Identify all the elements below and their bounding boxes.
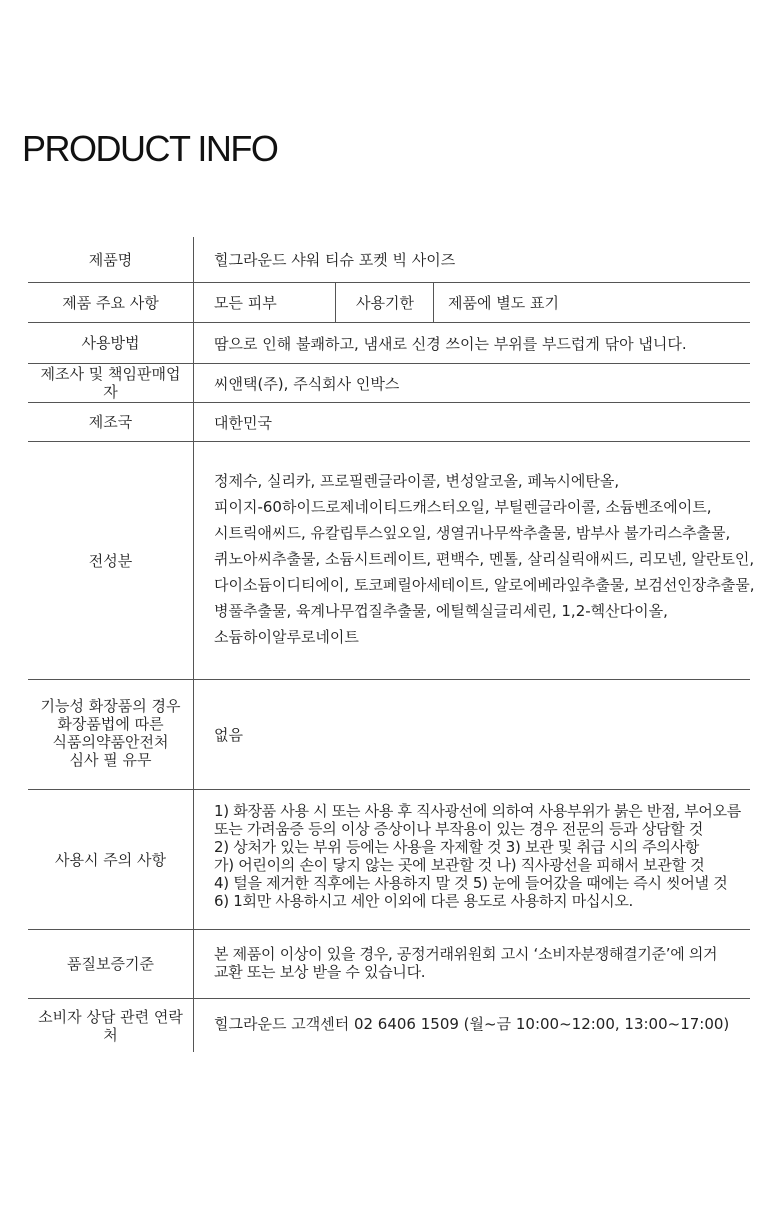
caution-line: 2) 상처가 있는 부위 등에는 사용을 자제할 것 3) 보관 및 취급 시의 주의사항 bbox=[214, 838, 699, 856]
row-product-name bbox=[28, 237, 750, 283]
row-value: 힐그라운드 고객센터 02 6406 1509 (월~금 10:00~12:00, 13:00~17:00) bbox=[214, 1015, 730, 1033]
row-ingredients bbox=[28, 442, 755, 680]
ingredients-line: 다이소듐이디티에이, 토코페릴아세테이트, 알로에베라잎추출물, 보검선인장추출물, bbox=[214, 576, 755, 594]
specs-subcells bbox=[194, 283, 750, 322]
row-country bbox=[28, 403, 750, 442]
row-label: 제품 주요 사항 bbox=[28, 283, 194, 322]
label-line: 식품의약품안전처 bbox=[52, 733, 169, 751]
row-label: 사용방법 bbox=[28, 323, 194, 363]
row-label: 제조사 및 책임판매업자 bbox=[28, 364, 194, 402]
row-label bbox=[28, 680, 194, 789]
row-value: 씨앤택(주), 주식회사 인박스 bbox=[214, 374, 400, 393]
skin-type-value: 모든 피부 bbox=[194, 283, 336, 322]
row-value: 힐그라운드 샤워 티슈 포켓 빅 사이즈 bbox=[214, 251, 456, 269]
caution-line: 또는 가려움증 등의 이상 증상이나 부작용이 있는 경우 전문의 등과 상담할 것 bbox=[214, 820, 704, 838]
expiry-value: 제품에 별도 표기 bbox=[448, 294, 559, 312]
row-quality bbox=[28, 930, 750, 999]
label-line: 심사 필 유무 bbox=[69, 751, 152, 769]
ingredients-line: 시트릭애씨드, 유칼립투스잎오일, 생열귀나무싹추출물, 밤부사 불가리스추출물, bbox=[214, 524, 731, 542]
quality-text bbox=[194, 930, 750, 998]
row-label: 제품명 bbox=[28, 237, 194, 282]
ingredients-line: 정제수, 실리카, 프로필렌글라이콜, 변성알코올, 페녹시에탄올, bbox=[214, 472, 620, 490]
expiry-label: 사용기한 bbox=[336, 283, 434, 322]
row-manufacturer bbox=[28, 364, 750, 403]
row-label: 품질보증기준 bbox=[28, 930, 194, 998]
row-label: 제조국 bbox=[28, 403, 194, 441]
ingredients-line: 소듐하이알루로네이트 bbox=[214, 628, 359, 646]
ingredients-line: 피이지-60하이드로제네이티드캐스터오일, 부틸렌글라이콜, 소듐벤조에이트, bbox=[214, 498, 712, 516]
page-title: PRODUCT INFO bbox=[22, 128, 278, 169]
label-line: 기능성 화장품의 경우 bbox=[40, 697, 181, 715]
row-label: 소비자 상담 관련 연락처 bbox=[28, 999, 194, 1052]
row-functional bbox=[28, 680, 750, 790]
row-value: 대한민국 bbox=[214, 413, 272, 432]
row-contact bbox=[28, 999, 750, 1052]
caution-line: 1) 화장품 사용 시 또는 사용 후 직사광선에 의하여 사용부위가 붉은 반점, 부어오름 bbox=[214, 802, 741, 820]
caution-line: 가) 어린이의 손이 닿지 않는 곳에 보관할 것 나) 직사광선을 피해서 보관할 것 bbox=[214, 856, 705, 874]
ingredients-line: 퀴노아씨추출물, 소듐시트레이트, 편백수, 멘톨, 살리실릭애씨드, 리모넨, 알란토인, bbox=[214, 550, 755, 568]
row-label: 전성분 bbox=[28, 442, 194, 679]
quality-line: 교환 또는 보상 받을 수 있습니다. bbox=[214, 963, 426, 981]
cautions-list bbox=[194, 790, 750, 929]
label-line: 화장품법에 따른 bbox=[57, 715, 164, 733]
row-cautions bbox=[28, 790, 750, 930]
row-value: 없음 bbox=[214, 726, 243, 744]
product-info-table bbox=[28, 237, 755, 1052]
row-value: 땀으로 인해 불쾌하고, 냄새로 신경 쓰이는 부위를 부드럽게 닦아 냅니다. bbox=[214, 334, 687, 353]
row-label: 사용시 주의 사항 bbox=[28, 790, 194, 929]
row-specs bbox=[28, 283, 750, 323]
caution-line: 4) 털을 제거한 직후에는 사용하지 말 것 5) 눈에 들어갔을 때에는 즉시 씻어낼 것 bbox=[214, 874, 728, 892]
ingredients-list bbox=[194, 442, 755, 679]
quality-line: 본 제품이 이상이 있을 경우, 공정거래위원회 고시 ‘소비자분쟁해결기준’에 의거 bbox=[214, 945, 718, 963]
row-usage bbox=[28, 323, 750, 364]
caution-line: 6) 1회만 사용하시고 세안 이외에 다른 용도로 사용하지 마십시오. bbox=[214, 892, 634, 910]
ingredients-line: 병풀추출물, 육계나무껍질추출물, 에틸헥실글리세린, 1,2-헥산다이올, bbox=[214, 602, 668, 620]
